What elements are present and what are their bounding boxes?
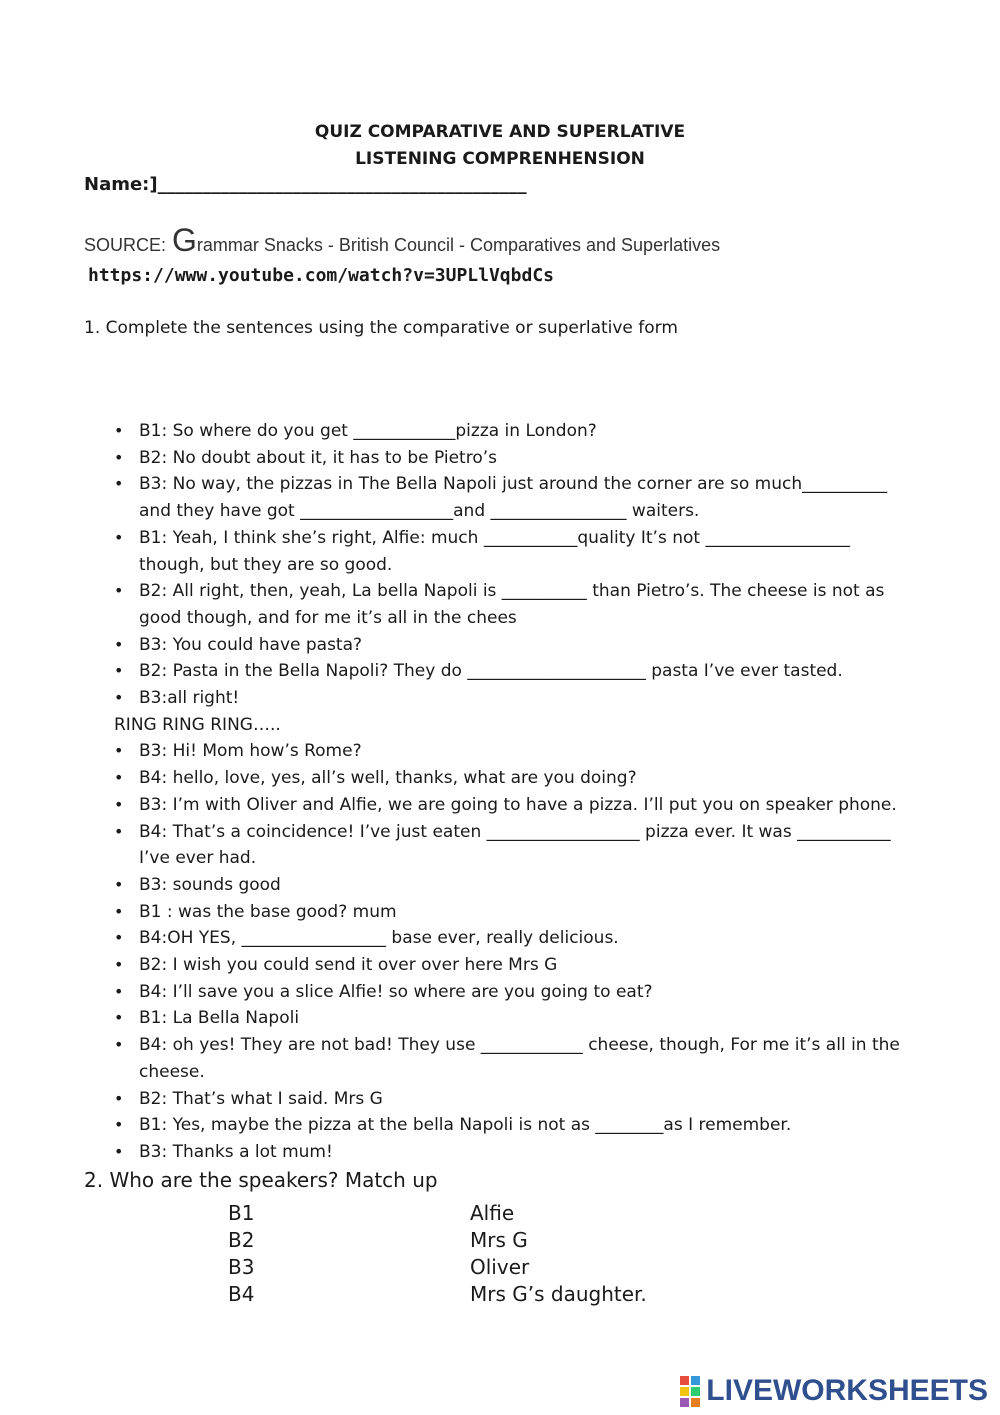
dialog-line: • B3: Hi! Mom how’s Rome? (114, 738, 914, 765)
source-line (84, 222, 721, 258)
name-field[interactable]: Name:]_________________________________________ (84, 174, 527, 195)
dialog-line: • B4: That’s a coincidence! I’ve just eaten __________________ pizza ever. It was ___________ I’ve ever had. (114, 819, 914, 872)
source-initial: G (172, 222, 197, 258)
logo-block (691, 1387, 700, 1396)
dialog-list (114, 418, 914, 1166)
source-text: rammar Snacks - British Council - Comparatives and Superlatives (196, 235, 721, 255)
logo-blocks-icon (680, 1376, 700, 1407)
dialog-line: • B4: I’ll save you a slice Alfie! so where are you going to eat? (114, 979, 914, 1006)
logo-text: LIVEWORKSHEETS (706, 1374, 988, 1407)
dialog-line: • B2: That’s what I said. Mrs G (114, 1086, 914, 1113)
dialog-line: • B2: All right, then, yeah, La bella Napoli is __________ than Pietro’s. The cheese is not as good though, and for me it’s all in the chees (114, 578, 914, 631)
source-label: SOURCE: (84, 235, 167, 255)
match-speaker-b2: B2 (228, 1228, 255, 1252)
match-name-1: Alfie (470, 1201, 515, 1225)
match-speaker-b1: B1 (228, 1201, 255, 1225)
match-name-4: Mrs G’s daughter. (470, 1282, 647, 1306)
dialog-line: • B4: oh yes! They are not bad! They use ____________ cheese, though, For me it’s all in the cheese. (114, 1032, 914, 1085)
dialog-line: • B3: sounds good (114, 872, 914, 899)
dialog-line: • B4: hello, love, yes, all’s well, thanks, what are you doing? (114, 765, 914, 792)
dialog-line: • B3: Thanks a lot mum! (114, 1139, 914, 1166)
dialog-line: • B2: I wish you could send it over over here Mrs G (114, 952, 914, 979)
source-url-link[interactable]: https://www.youtube.com/watch?v=3UPLlVqbdCs (88, 265, 554, 286)
exercise-1-instruction: 1. Complete the sentences using the comparative or superlative form (84, 318, 678, 338)
liveworksheets-logo (680, 1374, 988, 1408)
dialog-line: • B4:OH YES, _________________ base ever, really delicious. (114, 925, 914, 952)
match-name-2: Mrs G (470, 1228, 528, 1252)
page-subtitle: LISTENING COMPRENHENSION (355, 149, 645, 169)
match-speaker-b3: B3 (228, 1255, 255, 1279)
dialog-line: • B1: La Bella Napoli (114, 1005, 914, 1032)
dialog-line: • B3: I’m with Oliver and Alfie, we are going to have a pizza. I’ll put you on speaker phone. (114, 792, 914, 819)
logo-block (691, 1376, 700, 1385)
page-title: QUIZ COMPARATIVE AND SUPERLATIVE (314, 122, 686, 142)
dialog-interlude: RING RING RING….. (114, 714, 281, 735)
exercise-2-question: 2. Who are the speakers? Match up (84, 1168, 438, 1192)
logo-block (691, 1398, 700, 1407)
dialog-line: • B2: Pasta in the Bella Napoli? They do _____________________ pasta I’ve ever tasted. (114, 658, 914, 685)
dialog-line: • B3:all right! (114, 685, 914, 712)
dialog-line: • B1: Yes, maybe the pizza at the bella Napoli is not as ________as I remember. (114, 1112, 914, 1139)
logo-block (680, 1387, 689, 1396)
dialog-line: • B1 : was the base good? mum (114, 899, 914, 926)
dialog-line: • B3: You could have pasta? (114, 632, 914, 659)
match-speaker-b4: B4 (228, 1282, 255, 1306)
dialog-line: • B2: No doubt about it, it has to be Pietro’s (114, 445, 914, 472)
logo-block (680, 1376, 689, 1385)
logo-block (680, 1398, 689, 1407)
match-name-3: Oliver (470, 1255, 530, 1279)
dialog-line: • B3: No way, the pizzas in The Bella Napoli just around the corner are so much__________ and they have got __________________and ________________ waiters. (114, 471, 914, 524)
dialog-line: • B1: So where do you get ____________pizza in London? (114, 418, 914, 445)
dialog-line: • B1: Yeah, I think she’s right, Alfie: much ___________quality It’s not _________________ though, but they are so good. (114, 525, 914, 578)
